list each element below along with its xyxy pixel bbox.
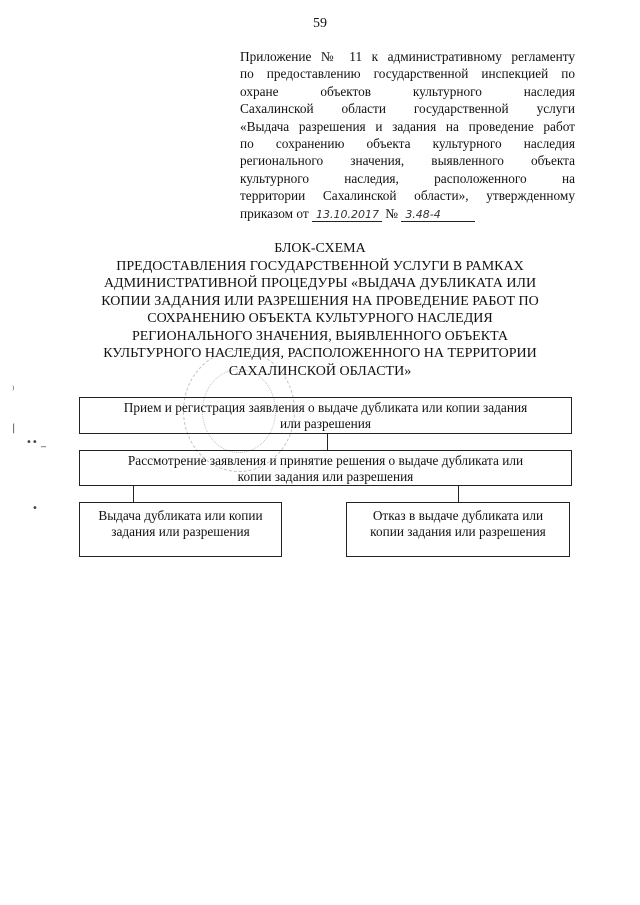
connector-branch-left (133, 486, 134, 502)
order-reference (240, 205, 575, 222)
flow-step-text: Прием и регистрация заявления о выдаче дубликата или копии задания (123, 400, 528, 415)
title-line: БЛОК-СХЕМА (274, 241, 366, 256)
title-line: САХАЛИНСКОЙ ОБЛАСТИ» (228, 363, 412, 379)
appendix-line: территории Сахалинской области», утвержденному (240, 188, 575, 204)
connector-step1-step2 (327, 434, 328, 450)
appendix-line: Приложение № 11 к административному регламенту (240, 49, 575, 64)
flow-outcome-issue (79, 502, 282, 557)
appendix-line: Сахалинской области государственной услуги (240, 101, 575, 117)
order-number: 3.48-4 (401, 208, 475, 222)
title-line: СОХРАНЕНИЮ ОБЪЕКТА КУЛЬТУРНОГО НАСЛЕДИЯ (147, 311, 493, 326)
appendix-line: охране объектов культурного наследия (240, 83, 575, 99)
order-prefix: приказом от (240, 205, 309, 221)
flow-step-text: копии задания или разрешения (237, 469, 414, 484)
title-line: КОПИИ ЗАДАНИЯ ИЛИ РАЗРЕШЕНИЯ НА ПРОВЕДЕНИЕ РАБОТ ПО (101, 293, 539, 309)
margin-scan-mark: ⁾ (12, 385, 15, 396)
title-line: КУЛЬТУРНОГО НАСЛЕДИЯ, РАСПОЛОЖЕННОГО НА ТЕРРИТОРИИ (103, 346, 537, 361)
flow-step-text: или разрешения (279, 416, 372, 431)
connector-branch-right (458, 486, 459, 502)
appendix-line: по предоставлению государственной инспекцией по (240, 66, 575, 82)
page-number: 59 (313, 16, 327, 31)
flow-outcome-refusal (346, 502, 570, 557)
flow-outcome-text: Отказ в выдаче дубликата или (372, 508, 544, 523)
margin-scan-mark: | (12, 423, 16, 434)
margin-scan-mark: • (32, 503, 38, 514)
flow-step-review-decide (79, 450, 572, 486)
title-line: АДМИНИСТРАТИВНОЙ ПРОЦЕДУРЫ «ВЫДАЧА ДУБЛИКАТА ИЛИ (103, 276, 537, 291)
flow-step-receive-register (79, 397, 572, 434)
appendix-line: по сохранению объекта культурного наследия (240, 136, 575, 152)
order-date: 13.10.2017 (312, 208, 382, 222)
document-title (70, 240, 570, 380)
flow-outcome-text: Выдача дубликата или копии (98, 508, 263, 523)
appendix-line: культурного наследия, расположенного на (240, 170, 575, 186)
appendix-line: «Выдача разрешения и задания на проведение работ (240, 118, 575, 134)
flow-outcome-text: задания или разрешения (111, 524, 250, 539)
appendix-header (240, 48, 575, 222)
appendix-line: регионального значения, выявленного объекта (240, 153, 575, 169)
title-line: ПРЕДОСТАВЛЕНИЯ ГОСУДАРСТВЕННОЙ УСЛУГИ В РАМКАХ (116, 258, 524, 274)
order-number-prefix: № (385, 205, 398, 221)
margin-scan-mark: •• _ (26, 437, 46, 448)
flow-outcome-text: копии задания или разрешения (370, 524, 546, 539)
flow-step-text: Рассмотрение заявления и принятие решения о выдаче дубликата или (127, 453, 524, 468)
title-line: РЕГИОНАЛЬНОГО ЗНАЧЕНИЯ, ВЫЯВЛЕННОГО ОБЪЕКТА (131, 328, 509, 344)
